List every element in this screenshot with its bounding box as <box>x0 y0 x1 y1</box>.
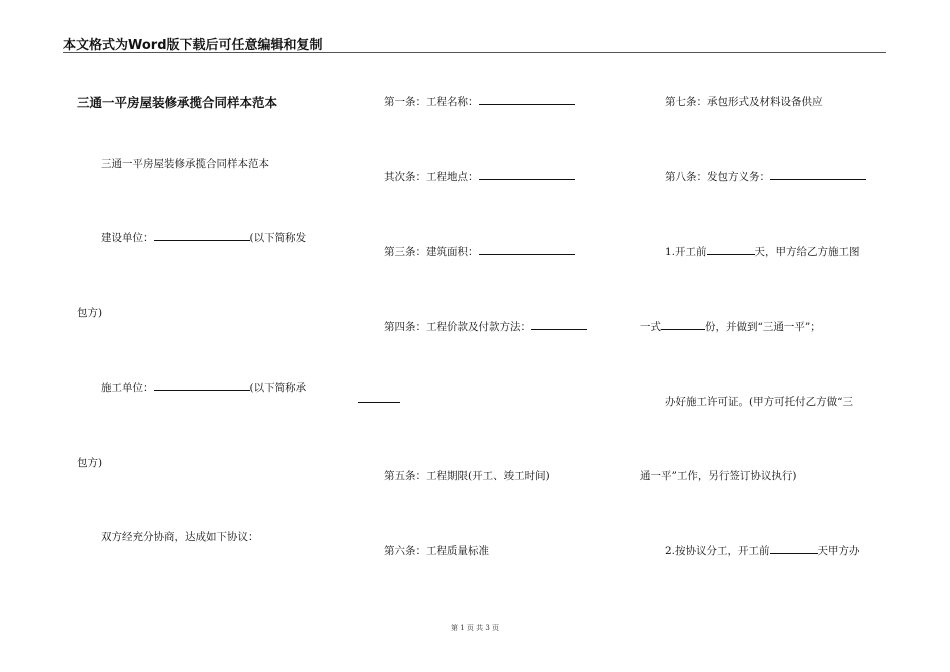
article-1 <box>384 94 575 109</box>
obligation-2-blank <box>770 543 818 554</box>
contractor-line <box>101 380 306 395</box>
builder-suffix: (以下简称发 <box>249 232 307 244</box>
article-4-blank <box>531 319 587 330</box>
article-4-blank-continuation <box>358 402 400 403</box>
obligation-1-line-2 <box>640 319 821 334</box>
contractor-continuation: 包方) <box>77 457 103 469</box>
copies-label: 一式 <box>640 321 661 333</box>
article-3 <box>384 244 575 259</box>
obligation-1-blank <box>707 244 755 255</box>
contractor-suffix: (以下简称承 <box>249 382 307 394</box>
article-3-label: 第三条：建筑面积： <box>384 246 479 258</box>
agreement-text: 双方经充分协商，达成如下协议： <box>101 531 259 543</box>
article-4 <box>384 319 587 334</box>
header-rule <box>63 52 886 53</box>
builder-label: 建设单位： <box>101 232 154 244</box>
builder-line <box>101 230 306 245</box>
article-2-label: 其次条：工程地点： <box>384 171 479 183</box>
article-5: 第五条：工程期限(开工、竣工时间) <box>384 470 550 482</box>
obligation-2-start: 2.按协议分工，开工前 <box>665 545 770 557</box>
obligation-1-line-3: 办好施工许可证。(甲方可托付乙方做“三 <box>665 396 853 408</box>
builder-blank <box>154 230 250 241</box>
copies-end: 份，并做到“三通一平”； <box>705 321 821 333</box>
copies-blank <box>661 319 705 330</box>
obligation-2-end: 天甲方办 <box>817 545 860 557</box>
article-3-blank <box>479 244 575 255</box>
article-1-label: 第一条：工程名称： <box>384 96 479 108</box>
header-title: 本文格式为Word版下载后可任意编辑和复制 <box>63 38 323 53</box>
article-8-label: 第八条：发包方义务： <box>665 171 770 183</box>
article-7: 第七条：承包形式及材料设备供应 <box>665 96 823 108</box>
page-footer: 第 1 页 共 3 页 <box>450 624 500 632</box>
obligation-1 <box>665 244 860 259</box>
article-2-blank <box>479 169 575 180</box>
contractor-label: 施工单位： <box>101 382 154 394</box>
obligation-1-start: 1.开工前 <box>665 246 707 258</box>
article-8-blank <box>770 169 866 180</box>
article-4-label: 第四条：工程价款及付款方法： <box>384 321 531 333</box>
subtitle: 三通一平房屋装修承揽合同样本范本 <box>101 158 269 170</box>
document-title: 三通一平房屋装修承揽合同样本范本 <box>77 95 278 110</box>
builder-continuation: 包方) <box>77 307 103 319</box>
article-2 <box>384 169 575 184</box>
article-6: 第六条：工程质量标准 <box>384 545 489 557</box>
contractor-blank <box>154 380 250 391</box>
article-1-blank <box>479 94 575 105</box>
obligation-2 <box>665 543 860 558</box>
obligation-1-line-4: 通一平”工作，另行签订协议执行) <box>640 470 797 482</box>
article-8 <box>665 169 866 184</box>
obligation-1-end: 天，甲方给乙方施工图 <box>754 246 860 258</box>
